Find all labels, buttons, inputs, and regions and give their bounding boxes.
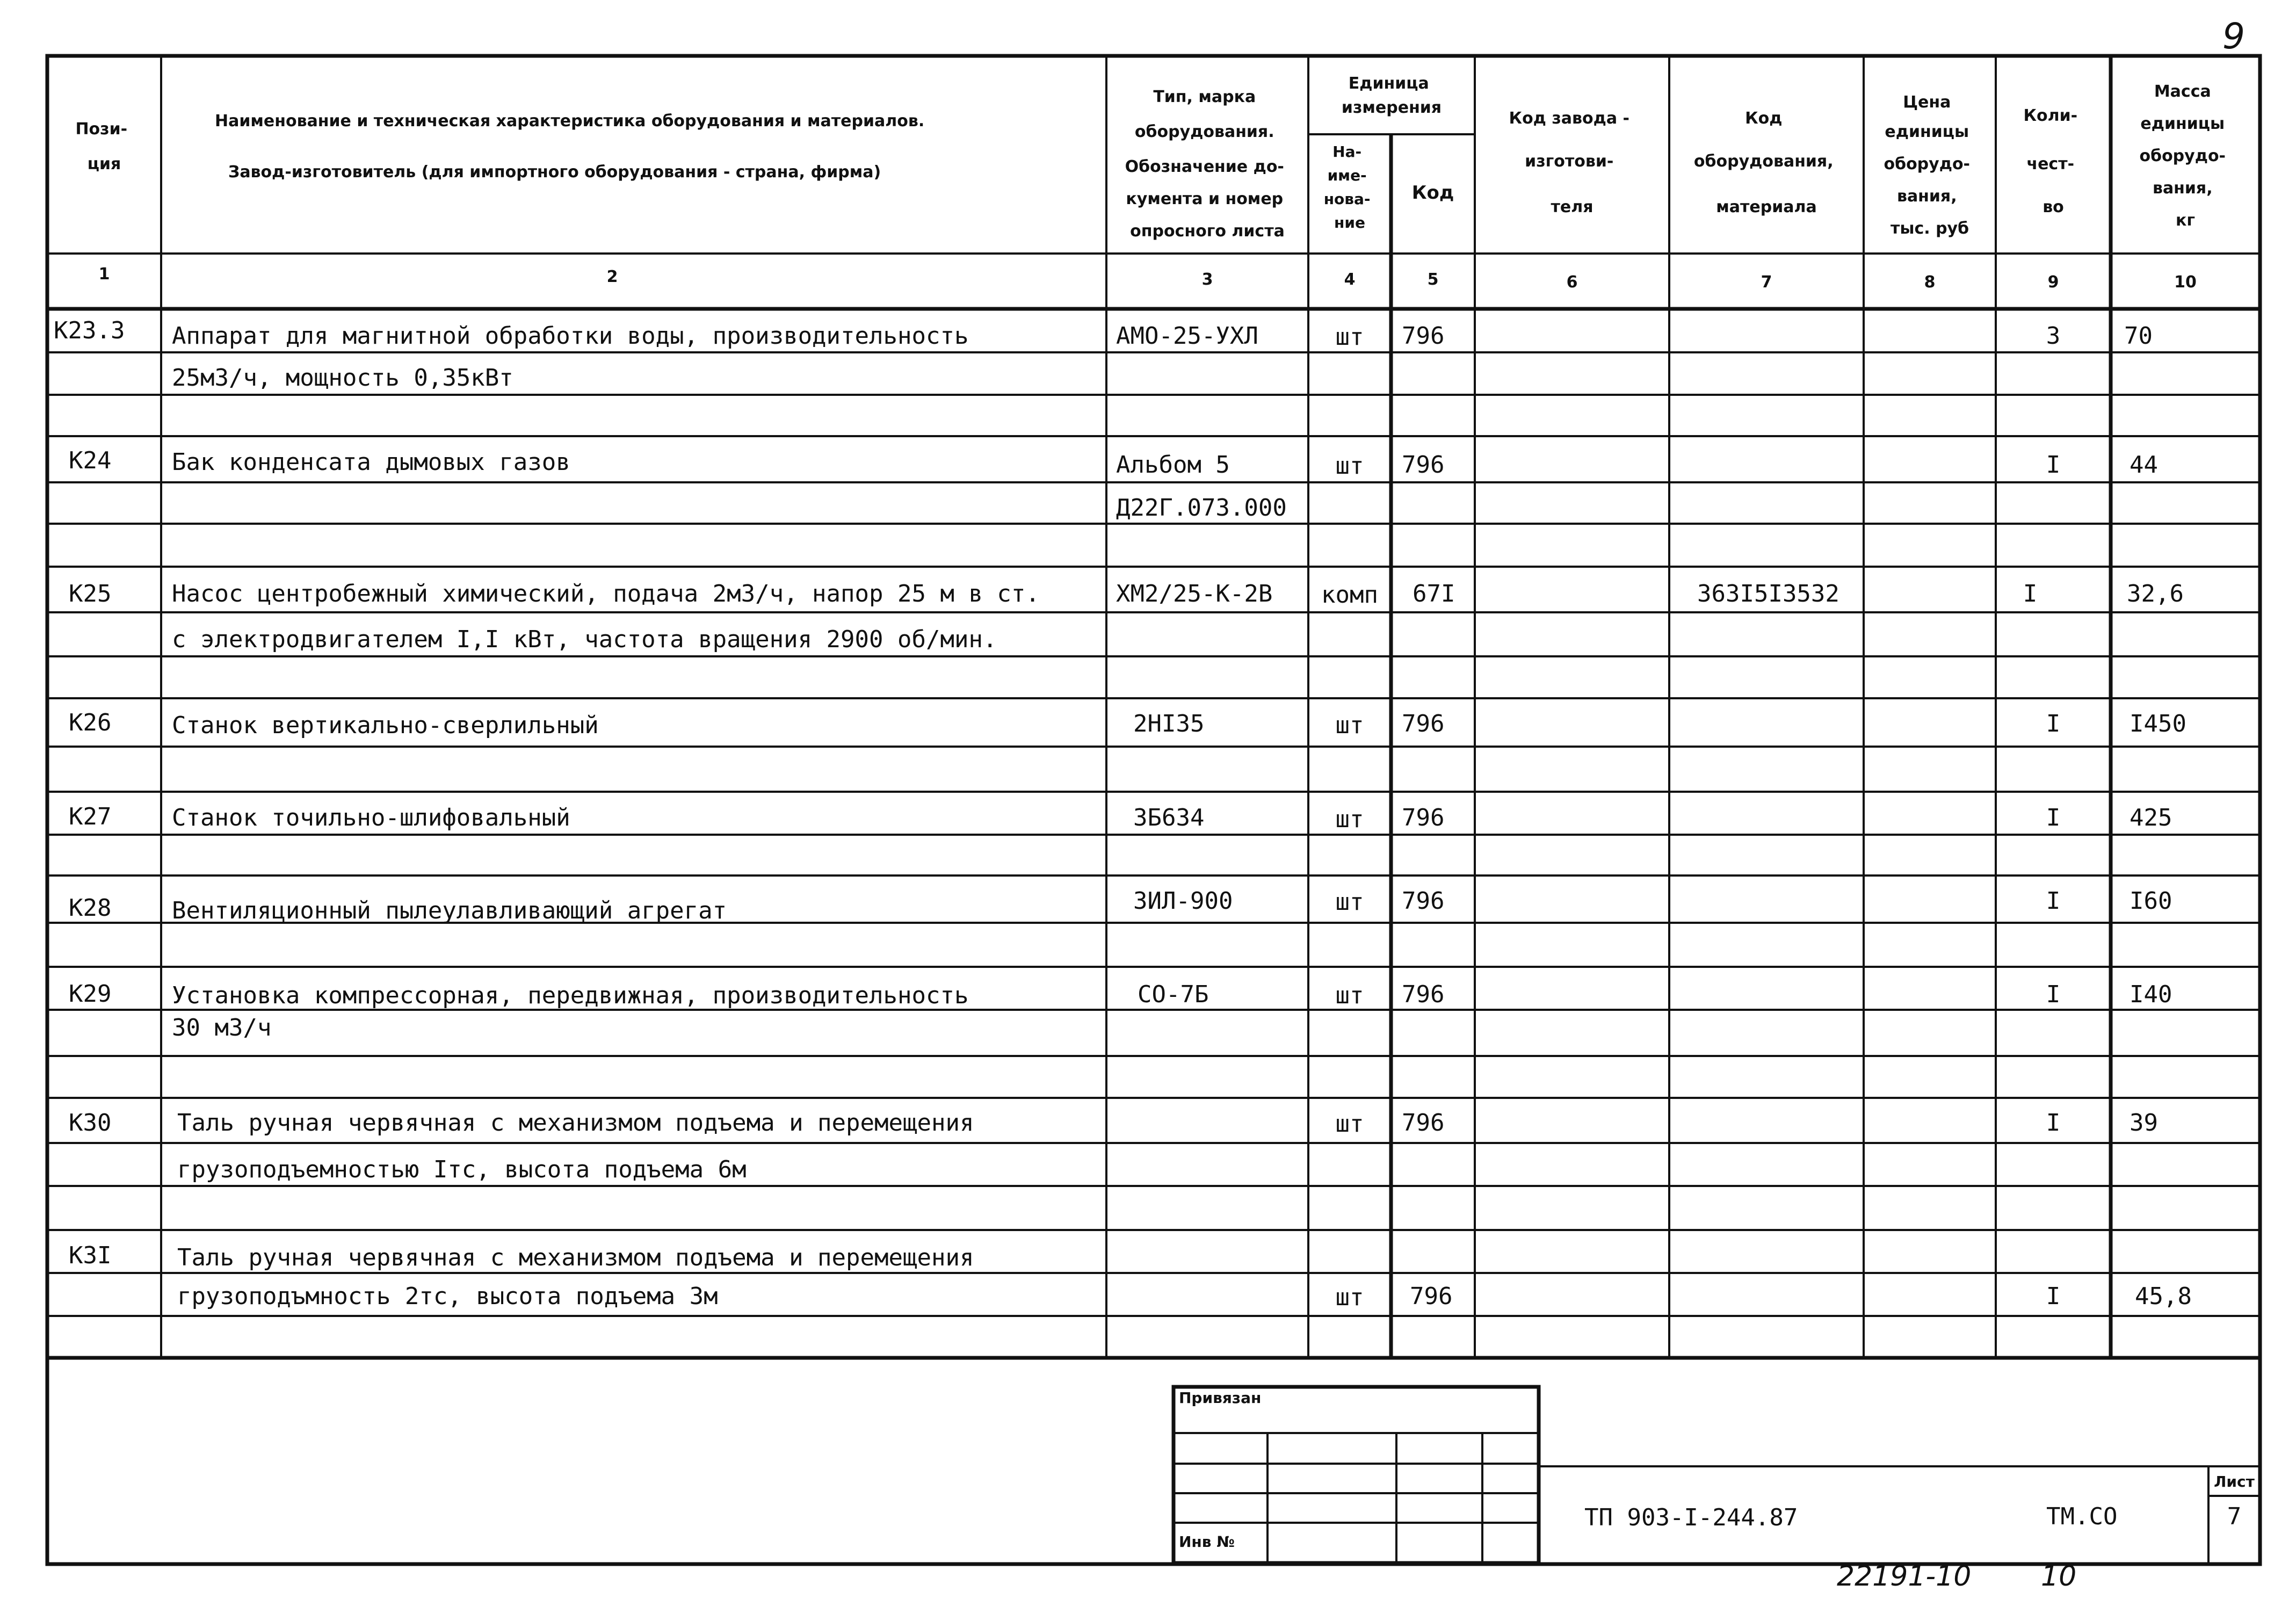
- item-mass: 425: [2130, 804, 2172, 831]
- item-position: К26: [69, 709, 112, 736]
- column-number: 9: [2047, 273, 2059, 292]
- header-mass: Масса единицы оборудо- вания, кг: [2139, 82, 2226, 230]
- header-unit-name: На- име- нова- ние: [1323, 143, 1371, 231]
- item-unit: комп: [1321, 581, 1378, 609]
- item-type: Альбом 5: [1116, 451, 1230, 479]
- item-mass: I40: [2130, 981, 2172, 1008]
- column-number: 10: [2174, 273, 2197, 292]
- item-name: грузоподъмность 2тс, высота подъема 3м: [177, 1283, 718, 1310]
- sheet-label: Лист: [2214, 1473, 2255, 1491]
- item-type: АМО-25-УХЛ: [1116, 322, 1258, 350]
- item-unit: шт: [1335, 452, 1364, 480]
- item-mass: 39: [2130, 1109, 2158, 1137]
- item-type: 2НI35: [1133, 710, 1205, 737]
- item-name: Бак конденсата дымовых газов: [172, 448, 570, 476]
- item-quantity: I: [2046, 1109, 2061, 1137]
- header-factory-code: Код завода - изготови- теля: [1509, 109, 1629, 216]
- footer-code: 22191-10: [1837, 1560, 1972, 1593]
- item-type: СО-7Б: [1138, 981, 1209, 1008]
- item-type: ХМ2/25-К-2В: [1116, 580, 1273, 607]
- item-position: К29: [69, 980, 112, 1008]
- item-unit-code: 796: [1402, 710, 1445, 737]
- header-equipment-code: Код оборудования, материала: [1693, 109, 1834, 216]
- item-name: с электродвигателем I,I кВт, частота вращения 2900 об/мин.: [172, 626, 997, 653]
- item-position: К25: [69, 580, 112, 607]
- item-quantity: I: [2046, 981, 2061, 1008]
- binding-label: Привязан: [1179, 1389, 1262, 1407]
- header-name-line2: Завод-изготовитель (для импортного оборудования - страна, фирма): [228, 163, 881, 182]
- item-unit-code: 796: [1402, 887, 1445, 915]
- item-unit-code: 67I: [1413, 580, 1455, 607]
- item-name: Вентиляционный пылеулавливающий агрегат: [172, 897, 727, 924]
- item-mass: 32,6: [2127, 580, 2184, 607]
- item-unit: шт: [1335, 323, 1364, 351]
- item-equipment-code: 363I5I3532: [1697, 580, 1839, 607]
- item-name: Таль ручная червячная с механизмом подъема и перемещения: [177, 1109, 974, 1137]
- column-number: 2: [606, 267, 618, 286]
- item-unit-code: 796: [1410, 1283, 1453, 1310]
- header-price: Цена единицы оборудо- вания, тыс. руб: [1884, 93, 1971, 238]
- column-number: 3: [1201, 270, 1213, 289]
- item-name: грузоподъемностью Iтс, высота подъема 6м: [177, 1156, 747, 1183]
- item-quantity: I: [2046, 804, 2061, 831]
- section-code: ТМ.СО: [2046, 1503, 2118, 1530]
- page-number: 9: [2222, 16, 2245, 57]
- item-name: Насос центробежный химический, подача 2м3/ч, напор 25 м в ст.: [172, 580, 1040, 607]
- header-unit-code: Код: [1411, 182, 1454, 204]
- sheet-number: 7: [2227, 1503, 2242, 1530]
- column-number: 5: [1427, 270, 1439, 289]
- item-mass: I60: [2130, 887, 2172, 915]
- item-position: К23.3: [54, 317, 125, 344]
- inventory-label: Инв №: [1179, 1533, 1235, 1551]
- item-unit-code: 796: [1402, 451, 1445, 479]
- item-type: 3Б634: [1133, 804, 1205, 831]
- item-name: Аппарат для магнитной обработки воды, производительность: [172, 322, 969, 350]
- item-unit-code: 796: [1402, 804, 1445, 831]
- item-unit: шт: [1335, 982, 1364, 1009]
- item-name: Таль ручная червячная с механизмом подъема и перемещения: [177, 1244, 974, 1271]
- item-mass: 45,8: [2135, 1283, 2192, 1310]
- item-position: К3I: [69, 1242, 112, 1269]
- item-quantity: I: [2023, 580, 2038, 607]
- item-type: Д22Г.073.000: [1116, 494, 1287, 522]
- item-name: 30 м3/ч: [172, 1014, 272, 1041]
- item-position: К24: [69, 447, 112, 474]
- item-mass: 70: [2124, 322, 2153, 350]
- item-position: К30: [69, 1109, 112, 1137]
- item-position: К27: [69, 803, 112, 830]
- item-mass: I450: [2130, 710, 2186, 737]
- header-quantity: Коли- чест- во: [2023, 106, 2078, 216]
- item-unit-code: 796: [1402, 322, 1445, 350]
- item-quantity: I: [2046, 710, 2061, 737]
- item-unit-code: 796: [1402, 981, 1445, 1008]
- item-unit-code: 796: [1402, 1109, 1445, 1137]
- item-type: ЗИЛ-900: [1133, 887, 1233, 915]
- item-quantity: I: [2046, 1283, 2061, 1310]
- item-quantity: 3: [2046, 322, 2061, 350]
- document-code: ТП 903-I-244.87: [1584, 1504, 1798, 1531]
- item-name: Станок точильно-шлифовальный: [172, 804, 570, 831]
- header-name-line1: Наименование и техническая характеристика оборудования и материалов.: [215, 112, 925, 131]
- header-position-label: Пози- ция: [75, 120, 128, 173]
- item-quantity: I: [2046, 451, 2061, 479]
- item-unit: шт: [1335, 712, 1364, 739]
- footer-number: 10: [2041, 1560, 2077, 1593]
- column-number: 6: [1566, 273, 1578, 292]
- item-unit: шт: [1335, 888, 1364, 916]
- item-quantity: I: [2046, 887, 2061, 915]
- item-mass: 44: [2130, 451, 2158, 479]
- column-number: 1: [98, 265, 110, 284]
- column-number: 8: [1924, 273, 1936, 292]
- header-unit-group: Единица измерения: [1341, 74, 1442, 117]
- item-name: 25м3/ч, мощность 0,35кВт: [172, 364, 513, 392]
- item-unit: шт: [1335, 1110, 1364, 1138]
- item-unit: шт: [1335, 1284, 1364, 1311]
- item-name: Станок вертикально-сверлильный: [172, 712, 599, 739]
- item-unit: шт: [1335, 806, 1364, 833]
- column-number: 4: [1344, 270, 1356, 289]
- header-type-label: Тип, марка оборудования. Обозначение до- кумента и номер опросного листа: [1125, 88, 1285, 241]
- column-number: 7: [1761, 273, 1772, 292]
- item-position: К28: [69, 894, 112, 922]
- item-name: Установка компрессорная, передвижная, производительность: [172, 982, 969, 1009]
